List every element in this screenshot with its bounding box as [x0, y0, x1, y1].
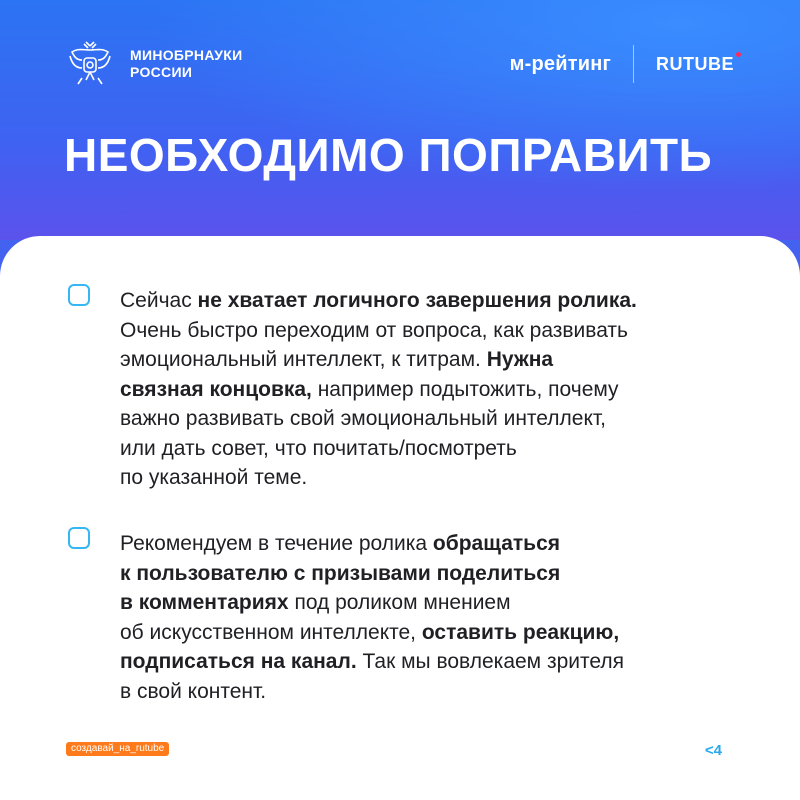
bold-text-run: Нужна [486, 348, 554, 371]
bold-text-run: подписаться на канал. [120, 650, 357, 673]
rutube-logo [656, 54, 734, 75]
text-run: Рекомендуем в течение ролика [120, 532, 433, 555]
text-line [120, 618, 760, 648]
page-indicator: <4 [704, 742, 722, 759]
text-run: Очень быстро переходим от вопроса, как развивать [120, 318, 628, 342]
ministry-line-1: МИНОБРНАУКИ [130, 47, 243, 63]
bold-text-run: обращаться [432, 532, 561, 555]
text-line [120, 286, 760, 316]
bold-text-run: связная концовка, [120, 377, 312, 401]
text-run: например подытожить, почему [311, 377, 619, 401]
double-headed-eagle-emblem-icon [64, 38, 116, 90]
text-run: в свой контент. [120, 679, 267, 703]
text-line [120, 677, 760, 707]
bold-text-run: к пользователю с призывами поделиться [120, 561, 561, 585]
text-line [120, 316, 760, 346]
hashtag-badge: создавай_на_rutube [66, 742, 169, 756]
checkbox-icon [68, 527, 90, 549]
bold-text-run: оставить реакцию, [421, 620, 620, 644]
text-line [120, 647, 760, 677]
header-banner [0, 0, 800, 240]
text-line [120, 463, 760, 493]
ministry-line-2: РОССИИ [130, 64, 193, 80]
text-run: важно развивать свой эмоциональный интеллект, [120, 407, 607, 430]
text-run: по указанной теме. [120, 466, 308, 489]
m-rating-logo: м-рейтинг [509, 52, 611, 75]
rutube-dot-icon [736, 52, 741, 57]
text-run: под роликом мнением [288, 591, 511, 614]
checkbox-icon [68, 284, 90, 306]
bold-text-run: в комментариях [120, 591, 289, 614]
text-line [120, 404, 760, 434]
text-line [120, 375, 760, 405]
text-line [120, 588, 760, 618]
text-run: об искусственном интеллекте, [120, 620, 422, 644]
page-title: НЕОБХОДИМО ПОПРАВИТЬ [64, 129, 713, 181]
feedback-text-1 [120, 286, 760, 493]
text-line [120, 434, 760, 464]
text-line [120, 345, 760, 375]
feedback-text-2 [120, 529, 760, 706]
partner-logos [510, 44, 734, 84]
bold-text-run: не хватает логичного завершения ролика. [197, 289, 637, 312]
text-line [120, 559, 760, 589]
text-line [120, 529, 760, 559]
rutube-logo-text: RUTUBE [656, 53, 734, 74]
text-run: Так мы вовлекаем зрителя [356, 650, 624, 673]
ministry-name [130, 47, 242, 81]
ministry-logo [64, 38, 242, 90]
text-run: Сейчас [120, 289, 198, 312]
text-run: эмоциональный интеллект, к титрам. [120, 348, 487, 371]
text-run: или дать совет, что почитать/посмотреть [120, 436, 517, 460]
logo-divider [633, 45, 634, 83]
